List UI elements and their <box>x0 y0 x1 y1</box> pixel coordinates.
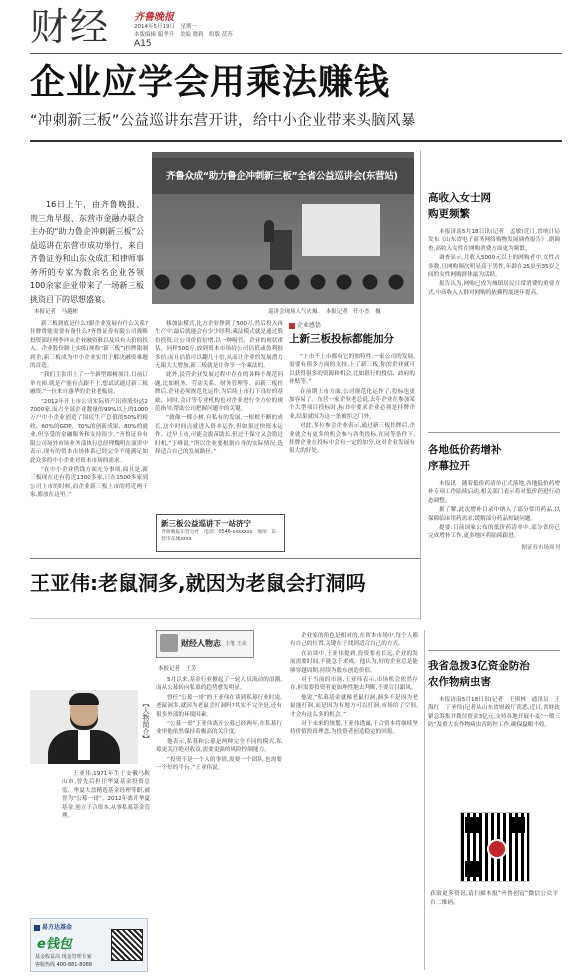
news-paragraph: 本报讯 随着低价药清单正式落地,各地低价药增补专项工作陆续启动,相关部门表示将对低价药进行动态调整。 <box>428 481 560 504</box>
audience-heads <box>152 270 414 304</box>
interview-rule-bottom <box>30 618 420 619</box>
editors-line: 本版编辑 服孝升 美编 晓莉 组版 茯苏 <box>134 32 233 38</box>
interview-paragraph: 他说,“私募基金就像老鼠打洞,洞多不是因为老鼠能打洞,而是因为有地方可以打洞,市场给了空间,才会有这么多的机会。” <box>290 694 418 718</box>
interview-column-2 <box>290 632 418 738</box>
qr-code[interactable] <box>460 812 530 882</box>
right-column-divider <box>420 150 421 620</box>
news-source: 据证券市场周刊 <box>521 544 560 551</box>
interview-paragraph: 5月以来,基金行业掀起了一轮人员流动的浪潮,而从公募转向私募的趋势愈发明显。 <box>156 677 282 692</box>
next-stop-label: 新三板公益巡讲下一站济宁 <box>161 519 251 528</box>
qr-caption: 获取更多资讯,请扫描本报“齐鲁创富”微信公众平台二维码。 <box>430 891 558 906</box>
ad-qr-icon <box>111 929 143 961</box>
next-stop-box <box>156 514 285 552</box>
interview-paragraph: 在访谈中,王亚伟提到,投资要看长远,企业的发展需要时间,不能急于求成。他认为,好的企业总是能够穿越周期,持续为股东创造价值。 <box>290 650 418 674</box>
profile-label: 【人物简介】 <box>142 700 150 742</box>
issue-date: 2014年5月19日 星期一 <box>134 24 197 30</box>
right-separator <box>428 432 560 433</box>
interview-headline: 王亚伟:老鼠洞多,就因为老鼠会打洞吗 <box>30 571 366 595</box>
event-photo <box>152 152 414 304</box>
ad-tagline: 基金收益高 现金管理专家 <box>35 954 92 960</box>
interview-paragraph: “投资不是一个人的事情,需要一个团队,也需要一个好的平台。”王亚伟说。 <box>156 756 282 772</box>
section-marker-icon <box>289 323 295 329</box>
news-paragraph: 据了解,此次增补目录中纳入了部分常用药品,以保障临床用药需求,缓解部分药品短缺问题。 <box>428 507 560 522</box>
event-banner: 齐鲁众成“助力鲁企冲刺新三板”全省公益巡讲会(东营站) <box>166 171 398 182</box>
news-headline: 高收入女士网购更频繁 <box>428 192 491 220</box>
photo-caption: 巡讲会现场人气火爆。 本报记者 任小杰 摄 <box>268 309 381 315</box>
next-stop-details: 齐鲁晚报东营分社 电话：0546-xxxxxxx 地址：东营市东城xxxx <box>161 530 277 542</box>
body-column-2 <box>155 320 283 458</box>
interview-paragraph: 他表示,私募和公募是两种完全不同的模式,私募更关注绝对收益,需要更强的风险控制能力。 <box>156 738 282 754</box>
ad-brand <box>34 922 72 931</box>
qr-logo-icon <box>487 839 507 859</box>
section-title: 财经 <box>30 5 111 49</box>
body-paragraph: “就像一棵小树,有私有的发展,一根根不断的成长,这个时间点就进入资本运作,但如果过快资本运作、过早上市,可能会拔苗助长,但过于保守又会错过时机,”王峰说,“所以企业要根据自身的实际情况,选择适合自己的发展路径。” <box>155 415 283 456</box>
interview-paragraph: 对于当前的市场,王亚伟表示,市场机会依然存在,但需要投资者更加理性地去判断,不要盲目跟风。 <box>290 677 418 692</box>
interview-column-1 <box>156 676 282 773</box>
main-subtitle: “冲刺新三板”公益巡讲东营开讲，给中小企业带来头脑风暴 <box>30 113 416 129</box>
ad-brand-name: 易方达基金 <box>42 924 73 931</box>
headline-rule <box>30 140 562 142</box>
interview-reporter: 本报记者 王芳 <box>158 666 197 672</box>
right-news-3 <box>428 658 560 731</box>
column-badge <box>156 630 254 658</box>
intro-text: 16日上午，由齐鲁晚报、贵三角早报、东营市金融办联合主办的“助力鲁企冲刺新三板”公益巡讲在东营市成功举行，来自齐鲁证券和山东众成汇和律师事务所的专家为数余名企业各领100余家企业带来了一场新三板挑资目下的思想盛宴。 <box>30 200 144 304</box>
interview-paragraph: “公募一哥”王亚伟离开公募已经两年,在私募行业里他依然保持着极高的关注度。 <box>156 721 282 736</box>
news-headline: 各地低价药增补序幕拉开 <box>428 444 502 472</box>
paper-logo: 齐鲁晚报 <box>134 12 174 23</box>
insight-paragraph: “上市不上市都有它的独特性,一家公司的发展,需要有很多方面的支持,上了新三板,你的企业就可以获得很多的资源和机会,比如银行的授信、政府的补贴等。” <box>289 354 415 386</box>
body-paragraph: 移加法模式,比方企业挣到了500万,然后投入再生产中,最后就能会有少少经利;乘法模式就是通过股份投资,让公司价值倍增,以一种吸管、企业的现状重估。同样500万,放到资本市场给公司估值或盈利很多倍,而且估值可以翻几十倍,从而让企业的发展潜力无限大大增加,新三板就是让你享一个乘法的。 <box>155 321 283 370</box>
speaker-figure <box>264 220 274 242</box>
ad-product: e钱包 <box>37 937 72 952</box>
news-paragraph: 本报济南5月18日讯(记者 王琪林 通讯员 王海红 丁圣伟)记者从山东省财政厅获悉,近日,省财政紧急筹集并拨付资金3亿元,支持各地开展小麦“一喷三防”及重大农作物病虫害防控工作,确保夏粮丰收。 <box>428 697 560 729</box>
insight-paragraph: 对此,多位参会企业表示,通过新三板挂牌后,企业就会有更多的机会参与各类投标,在同等条件下,挂牌企业在投标中会有一定的加分,这对企业发展有很大的好处。 <box>289 423 415 455</box>
column-label: 财经人物志 <box>181 639 221 648</box>
intro-reporter: 本报记者 马越彬 <box>34 309 79 315</box>
body-column-1 <box>30 320 148 501</box>
fund-advertisement[interactable] <box>30 918 148 972</box>
body-paragraph: 新三板到底是什么?跟企业发展有什么关系?挂牌鲁能需要有备什么?齐鲁证券有限公司战略投资部经理李冲从企业融资难以及具有天价的投入。企业股份制上实练(现称“新三板”)挂牌限制到企,新三板成为中小企业实用于解决融资难题的首选。 <box>30 321 148 370</box>
news-paragraph: 调查显示,月收入5000元以上的网购者中,女性占多数,且网购频次明显高于男性,年龄在25岁至35岁之间的女性网购群体最为活跃。 <box>428 255 560 279</box>
portrait-photo <box>30 690 138 764</box>
right-separator <box>428 650 560 651</box>
column-author: 主笔 王美 <box>225 641 247 647</box>
body-paragraph: “2012年开上市公司实际资产出资股份达27000家,而占全部企业数量的99%以上的1000万户中小企业创造了国民生产总值的50%的税收、60%的GDP、70%的创新成果、80%的就业,但享受的金融服务和支持很少。”齐鲁证券有限公司场外市场业务部执行总经理魏明在演讲中表示,现有的资本市场体系已经完全不能满足如此众多的中小企业对资本市场的需求。 <box>30 398 148 464</box>
insight-headline: 上新三板投标都能加分 <box>289 333 394 345</box>
profile-text: 王亚伟:1971年生于安徽马鞍山市,曾先后担任华夏基金投资总监、华夏大盘精选基金经理等职,被誉为“公募一哥”。2012年离开华夏基金,创立千合资本,从事私募基金管理。 <box>62 771 150 820</box>
news-paragraph: 报告认为,网购已成为城镇居民日常消费的重要方式,中高收入人群对网购的依赖程度逐年提高。 <box>428 281 560 296</box>
insight-label-row <box>289 320 415 329</box>
interview-paragraph: 曾任“公募一哥”的王亚伟在谈到私募行业时说,老鼠洞多,就因为老鼠会打洞吗?其实不完全是,还有很多外部的环境因素。 <box>156 694 282 718</box>
news-headline: 我省急拨3亿资金防治农作物病虫害 <box>428 660 530 688</box>
main-headline: 企业应学会用乘法赚钱 <box>30 63 391 103</box>
ad-logo-icon <box>34 925 40 931</box>
page-number: A15 <box>134 39 152 49</box>
masthead <box>0 0 580 52</box>
column-badge-icon <box>160 634 178 652</box>
masthead-rule <box>30 53 562 54</box>
body-paragraph: “在中小企业借钱方面充分事项,面且是,新三板现在还有将近1300多家,只在1500多家到公司上市的时候,而企业新三板上市的将近两千家,都放在这里。” <box>30 466 148 499</box>
insight-paragraph: 在前期上市方面,公司规范化运作了,投标也更加容易了。东营一家企业老总说,去年企业在参加某个大型项目投标时,标书中要求企业必须是挂牌企业,结果就因为这一条被拒之门外。 <box>289 388 415 420</box>
insight-box <box>289 320 415 457</box>
projection-screen <box>302 204 380 256</box>
body-paragraph: “我们主张用上了一个新型源树项目,目前订单充裕,就是产能有点跟不上,想试试通过新三板融资,”一位来自惠华的企业老板说。 <box>30 372 148 396</box>
body-paragraph: 此外,民营企业发展过程中存在的各种不规范问题,比如税务、劳动关系、财务管理等。而新三板挂牌后,企业必须规范化运作,为后续上市打下良好的基础。同时,会计等专业机构也对企业进行全方位的规范指导,帮助公司把握问题中的关键。 <box>155 372 283 413</box>
interview-right-divider <box>424 630 425 970</box>
right-news-1 <box>428 190 560 298</box>
interview-paragraph: 企业家的角色是相对的,在资本市场中,每个人都有自己的位置,关键在于找到适合自己的方式。 <box>290 633 418 648</box>
insight-label: 企业感悟 <box>297 322 322 329</box>
news-paragraph: 本报济南5月18日讯(记者 孟敏)近日,省统计局发布《山东省电子商务网络购物发展调查报告》,据调查,高收入女性在网购消费方面更为频繁。 <box>428 229 560 252</box>
interview-paragraph: 对于未来的规划,王亚伟透露,千合资本将继续坚持价值投资理念,为投资者创造稳定的回报。 <box>290 721 418 736</box>
right-news-2 <box>428 442 560 551</box>
interview-rule <box>30 558 420 559</box>
portrait-shirt <box>78 730 90 760</box>
portrait-hair <box>69 693 99 705</box>
ad-phone: 客服热线 400-881-8088 <box>35 962 93 968</box>
news-paragraph: 提要:目前国家公布的低价药清单中,部分省份已完成增补工作,更多地区将陆续跟进。 <box>428 525 560 540</box>
